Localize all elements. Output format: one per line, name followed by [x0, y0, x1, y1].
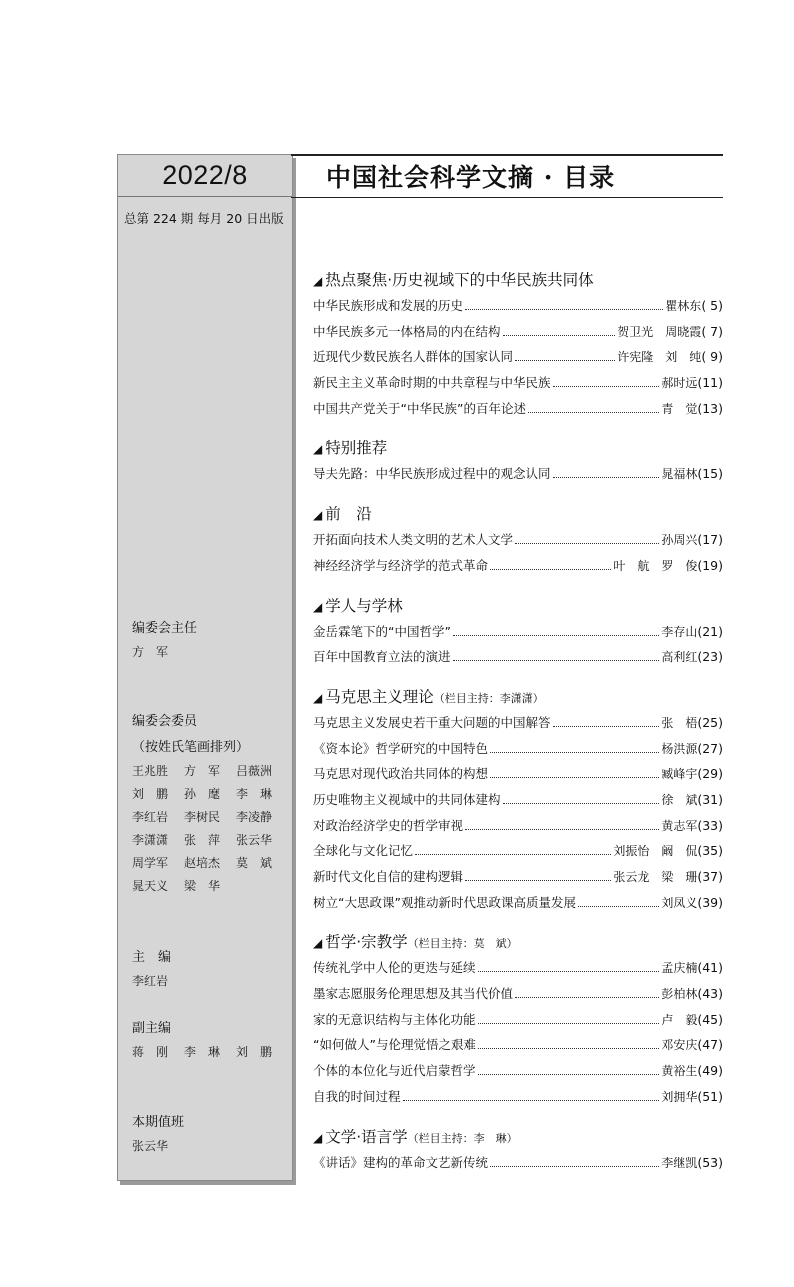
article-author: 张云龙 梁 珊	[613, 870, 698, 884]
dot-leader	[453, 650, 660, 661]
article-author: 贺卫光 周晓霞	[617, 324, 702, 339]
page-number: (53)	[697, 1154, 723, 1170]
page-number: (39)	[697, 894, 723, 910]
deputy-editor-block	[132, 1017, 288, 1060]
toc-entry[interactable]	[313, 864, 723, 890]
dot-leader	[478, 1013, 660, 1024]
article-title[interactable]: 中华民族形成和发展的历史	[313, 298, 464, 313]
page-number: (51)	[697, 1088, 723, 1104]
article-title[interactable]: 全球化与文化记忆	[313, 843, 414, 859]
dot-leader	[490, 1156, 659, 1167]
journal-title: 中国社会科学文摘 · 目录	[326, 163, 616, 192]
person-name: 方 军	[132, 645, 169, 659]
page-number: (35)	[697, 843, 723, 859]
issue-info: 总第 224 期 每月 20 日出版	[124, 211, 284, 226]
person-name: 吕薇洲	[236, 764, 273, 778]
header-rule-bottom	[291, 197, 723, 198]
article-title[interactable]: 马克思对现代政治共同体的构想	[313, 766, 489, 782]
page-number: ( 9)	[701, 349, 723, 365]
article-author: 瞿林东	[665, 299, 702, 313]
editorial-chair-block	[132, 617, 288, 660]
article-title[interactable]: 墨家志愿服务伦理思想及其当代价值	[313, 986, 514, 1002]
triangle-marker-icon: ◢	[313, 1130, 323, 1145]
article-title[interactable]: 《讲话》建构的革命文艺新传统	[313, 1154, 489, 1170]
duty-title: 本期值班	[132, 1115, 185, 1130]
dot-leader	[490, 559, 611, 570]
toc-entry[interactable]	[313, 293, 723, 319]
article-author: 郝时远	[661, 376, 698, 391]
dot-leader	[415, 844, 611, 855]
person-name: 梁 华	[184, 879, 221, 893]
toc-entry[interactable]	[313, 736, 723, 762]
person-name: 孙 麾	[184, 787, 221, 801]
dot-leader	[553, 467, 660, 478]
section-heading	[313, 1124, 723, 1150]
duty-editor-block	[132, 1111, 288, 1154]
editorial-members-block	[132, 710, 288, 894]
section-title: 学人与学林	[325, 596, 403, 615]
person-name: 周学军	[132, 856, 169, 870]
toc-entry[interactable]	[313, 1032, 723, 1058]
article-title[interactable]: 家的无意识结构与主体化功能	[313, 1011, 476, 1027]
section-title: 马克思主义理论	[325, 687, 434, 706]
triangle-marker-icon: ◢	[313, 690, 323, 705]
toc-entry[interactable]	[313, 710, 723, 736]
article-author: 青 觉	[661, 401, 698, 416]
section-host-note: （栏目主持：李 琳）	[407, 1131, 518, 1145]
issue-box	[118, 155, 292, 197]
toc-section	[313, 929, 723, 1109]
article-title[interactable]: 自我的时间过程	[313, 1088, 401, 1104]
article-title[interactable]: 导夫先路：中华民族形成过程中的观念认同	[313, 466, 551, 482]
article-author: 刘拥华	[661, 1089, 698, 1104]
article-author: 叶 航 罗 俊	[613, 558, 698, 573]
toc-section	[313, 267, 723, 421]
dot-leader	[515, 987, 659, 998]
section-heading	[313, 267, 723, 293]
triangle-marker-icon: ◢	[313, 442, 323, 457]
toc-entry[interactable]	[313, 370, 723, 396]
toc-entry[interactable]	[313, 787, 723, 813]
article-title[interactable]: 百年中国教育立法的演进	[313, 649, 451, 665]
article-title[interactable]: 新民主主义革命时期的中共章程与中华民族	[313, 375, 551, 391]
article-author: 李继凯	[661, 1155, 698, 1170]
article-title[interactable]: “如何做人”与伦理觉悟之艰难	[313, 1037, 476, 1053]
page-number: ( 5)	[701, 298, 723, 313]
chair-title: 编委会主任	[132, 621, 198, 636]
dot-leader	[490, 742, 659, 753]
toc-section	[313, 1124, 723, 1176]
dot-leader	[515, 350, 615, 361]
article-title[interactable]: 金岳霖笔下的“中国哲学”	[313, 623, 451, 639]
triangle-marker-icon: ◢	[313, 936, 323, 951]
page-number: (25)	[697, 714, 723, 730]
section-heading	[313, 684, 723, 710]
article-title[interactable]: 《资本论》哲学研究的中国特色	[313, 740, 489, 756]
person-name: 李红岩	[132, 810, 169, 824]
dot-leader	[453, 625, 659, 636]
page-number: ( 7)	[701, 323, 723, 339]
person-name: 李树民	[184, 810, 221, 824]
article-title[interactable]: 中国共产党关于“中华民族”的百年论述	[313, 400, 526, 416]
page-number: (29)	[697, 766, 723, 782]
toc-entry[interactable]	[313, 344, 723, 370]
toc-entry[interactable]	[313, 461, 723, 487]
triangle-marker-icon: ◢	[313, 508, 323, 523]
article-title[interactable]: 近现代少数民族名人群体的国家认同	[313, 349, 514, 365]
section-title: 前 沿	[325, 505, 372, 524]
toc-entry[interactable]	[313, 1084, 723, 1110]
dot-leader	[553, 716, 660, 727]
page-number: (13)	[697, 400, 723, 416]
article-author: 卢 毅	[661, 1012, 698, 1027]
toc-entry[interactable]	[313, 890, 723, 916]
page-number: (21)	[697, 623, 723, 639]
article-author: 许宪隆 刘 纯	[617, 350, 702, 365]
article-title[interactable]: 对政治经济学史的哲学审视	[313, 817, 464, 833]
page-number: (15)	[697, 466, 723, 482]
section-title: 特别推荐	[325, 439, 388, 458]
article-title[interactable]: 历史唯物主义视域中的共同体建构	[313, 791, 501, 807]
toc-entry[interactable]	[313, 619, 723, 645]
editor-title: 主 编	[132, 950, 172, 965]
article-author: 臧峰宇	[661, 767, 698, 782]
article-title[interactable]: 神经经济学与经济学的范式革命	[313, 557, 489, 573]
section-heading	[313, 501, 723, 527]
page-number: (17)	[697, 532, 723, 548]
editor-names	[132, 972, 288, 989]
page-number: (49)	[697, 1063, 723, 1079]
page-number: (41)	[697, 960, 723, 976]
article-author: 彭柏林	[661, 987, 698, 1002]
person-name: 张云华	[132, 1139, 169, 1153]
person-name: 莫 斌	[236, 856, 273, 870]
dot-leader	[465, 299, 663, 310]
chair-names	[132, 643, 288, 660]
section-host-note: （栏目主持：莫 斌）	[407, 937, 518, 951]
dot-leader	[478, 1038, 659, 1049]
toc-entry[interactable]	[313, 838, 723, 864]
triangle-marker-icon: ◢	[313, 274, 323, 288]
article-title[interactable]: 中华民族多元一体格局的内在结构	[313, 323, 501, 339]
toc-entry[interactable]	[313, 1058, 723, 1084]
section-host-note: （栏目主持：李潇潇）	[433, 691, 544, 705]
page-number: (19)	[697, 557, 723, 573]
toc-entry[interactable]	[313, 981, 723, 1007]
person-name: 李凌静	[236, 810, 273, 824]
toc-section	[313, 593, 723, 670]
dot-leader	[465, 819, 659, 830]
sidebar	[117, 154, 293, 1181]
dot-leader	[478, 961, 660, 972]
person-name: 李潇潇	[132, 833, 169, 847]
article-title[interactable]: 马克思主义发展史若干重大问题的中国解答	[313, 714, 551, 730]
article-author: 李存山	[661, 624, 698, 639]
deputy-title: 副主编	[132, 1021, 172, 1036]
person-name: 张 萍	[184, 833, 221, 847]
issue-number: 2022/8	[162, 160, 248, 190]
article-title[interactable]: 新时代文化自信的建构逻辑	[313, 869, 464, 884]
page-number: (27)	[697, 740, 723, 756]
toc-entry[interactable]	[313, 1150, 723, 1176]
toc-section	[313, 435, 723, 487]
person-name: 李红岩	[132, 974, 169, 988]
dot-leader	[503, 325, 616, 336]
article-author: 晁福林	[661, 467, 698, 482]
article-author: 刘凤义	[661, 895, 698, 910]
article-author: 黄志军	[661, 818, 698, 833]
toc-entry[interactable]	[313, 553, 723, 579]
page-number: (33)	[697, 817, 723, 833]
toc-entry[interactable]	[313, 644, 723, 670]
toc-entry[interactable]	[313, 1007, 723, 1033]
triangle-marker-icon: ◢	[313, 599, 323, 614]
page-number: (37)	[697, 869, 723, 884]
members-names	[132, 762, 288, 894]
toc-entry[interactable]	[313, 813, 723, 839]
dot-leader	[515, 533, 659, 544]
article-title[interactable]: 传统礼学中人伦的更迭与延续	[313, 960, 476, 976]
person-name: 李 琳	[184, 1045, 221, 1059]
dot-leader	[465, 870, 611, 881]
article-author: 黄裕生	[661, 1064, 698, 1079]
toc-section	[313, 501, 723, 578]
article-title[interactable]: 开拓面向技术人类文明的艺术人文学	[313, 532, 514, 548]
person-name: 方 军	[184, 764, 221, 778]
article-title[interactable]: 个体的本位化与近代启蒙哲学	[313, 1063, 476, 1079]
dot-leader	[553, 376, 660, 387]
dot-leader	[478, 1064, 660, 1075]
article-author: 徐 斌	[661, 792, 698, 807]
section-heading	[313, 435, 723, 461]
table-of-contents	[313, 267, 723, 1189]
dot-leader	[503, 793, 660, 804]
section-title: 哲学·宗教学	[325, 933, 408, 952]
toc-section	[313, 684, 723, 916]
article-author: 高利红	[661, 650, 698, 665]
dot-leader	[578, 896, 659, 907]
article-author: 孟庆楠	[661, 961, 698, 976]
page-number: (11)	[697, 375, 723, 391]
person-name: 晁天义	[132, 879, 169, 893]
person-name: 蒋 刚	[132, 1045, 169, 1059]
article-author: 孙周兴	[661, 533, 698, 548]
toc-entry[interactable]	[313, 319, 723, 345]
section-heading	[313, 593, 723, 619]
section-title: 热点聚焦·历史视域下的中华民族共同体	[325, 271, 594, 289]
person-name: 赵培杰	[184, 856, 221, 870]
toc-entry[interactable]	[313, 761, 723, 787]
person-name: 张云华	[236, 833, 273, 847]
toc-entry[interactable]	[313, 527, 723, 553]
section-title: 文学·语言学	[325, 1127, 408, 1146]
page-number: (23)	[697, 649, 723, 665]
editor-block	[132, 946, 288, 989]
page-number: (43)	[697, 986, 723, 1002]
toc-entry[interactable]	[313, 396, 723, 422]
page-number: (45)	[697, 1011, 723, 1027]
section-heading	[313, 929, 723, 955]
person-name: 刘 鹏	[132, 787, 169, 801]
dot-leader	[490, 767, 659, 778]
page-number: (47)	[697, 1037, 723, 1053]
article-author: 邓安庆	[661, 1038, 698, 1053]
duty-names	[132, 1137, 288, 1154]
members-note: （按姓氏笔画排列）	[132, 740, 250, 755]
person-name: 刘 鹏	[236, 1045, 273, 1059]
dot-leader	[528, 402, 659, 413]
page-number: (31)	[697, 791, 723, 807]
members-title: 编委会委员	[132, 714, 198, 729]
header-rule-top	[291, 154, 723, 156]
article-author: 张 梧	[661, 715, 698, 730]
article-title[interactable]: 树立“大思政课”观推动新时代思政课高质量发展	[313, 894, 576, 910]
person-name: 李 琳	[236, 787, 273, 801]
article-author: 刘振怡 阚 侃	[613, 844, 698, 859]
dot-leader	[403, 1090, 660, 1101]
person-name: 王兆胜	[132, 764, 169, 778]
toc-entry[interactable]	[313, 955, 723, 981]
deputy-names	[132, 1043, 288, 1060]
article-author: 杨洪源	[661, 741, 698, 756]
